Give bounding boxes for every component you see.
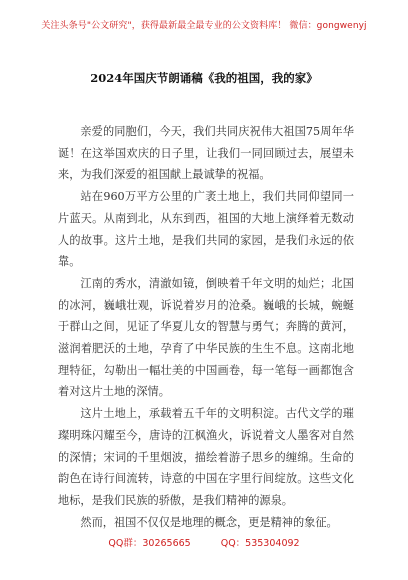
qq-number: QQ：535304092 — [220, 538, 300, 549]
promo-header: 关注头条号"公文研究"，获得最新最全最专业的公文资料库！ 微信：gongwenyj — [41, 21, 367, 31]
paragraph: 亲爱的同胞们，今天，我们共同庆祝伟大祖国75周年华诞！在这举国欢庆的日子里，让我们一同回顾过去，展望未来，为我们深爱的祖国献上最诚挚的祝福。 — [58, 125, 354, 182]
qq-group-number: QQ群：30265665 — [108, 538, 191, 549]
paragraph: 然而，祖国不仅仅是地理的概念，更是精神的象征。 — [80, 515, 338, 529]
paragraph: 站在960万平方公里的广袤土地上，我们共同仰望同一片蓝天。从南到北，从东到西，祖国的大地上演绎着无数动人的故事。这片土地，是我们共同的家园，是我们永远的依靠。 — [58, 190, 354, 269]
document-body — [58, 121, 354, 533]
document-title: 2024年国庆节朗诵稿《我的祖国，我的家》 — [90, 71, 318, 85]
contact-footer — [0, 535, 408, 549]
paragraph: 这片土地上，承载着五千年的文明积淀。古代文学的璀璨明珠闪耀至今，唐诗的江枫渔火，诉说着文人墨客对自然的深情；宋词的千里烟波，描绘着游子思乡的缠绵。生命的韵色在诗行间流转，诗意的中国在字里行间绽放。这些文化地标，是我们民族的骄傲，是我们精神的源泉。 — [58, 407, 354, 507]
paragraph: 江南的秀水，清澈如镜，倒映着千年文明的灿烂；北国的冰河，巍峨壮观，诉说着岁月的沧桑。巍峨的长城，蜿蜒于群山之间，见证了华夏儿女的智慧与勇气；奔腾的黄河，滋润着肥沃的土地，孕育了中华民族的生生不息。这南北地理特征，勾勒出一幅壮美的中国画卷，每一笔每一画都饱含着对这片土地的深情。 — [58, 276, 354, 399]
